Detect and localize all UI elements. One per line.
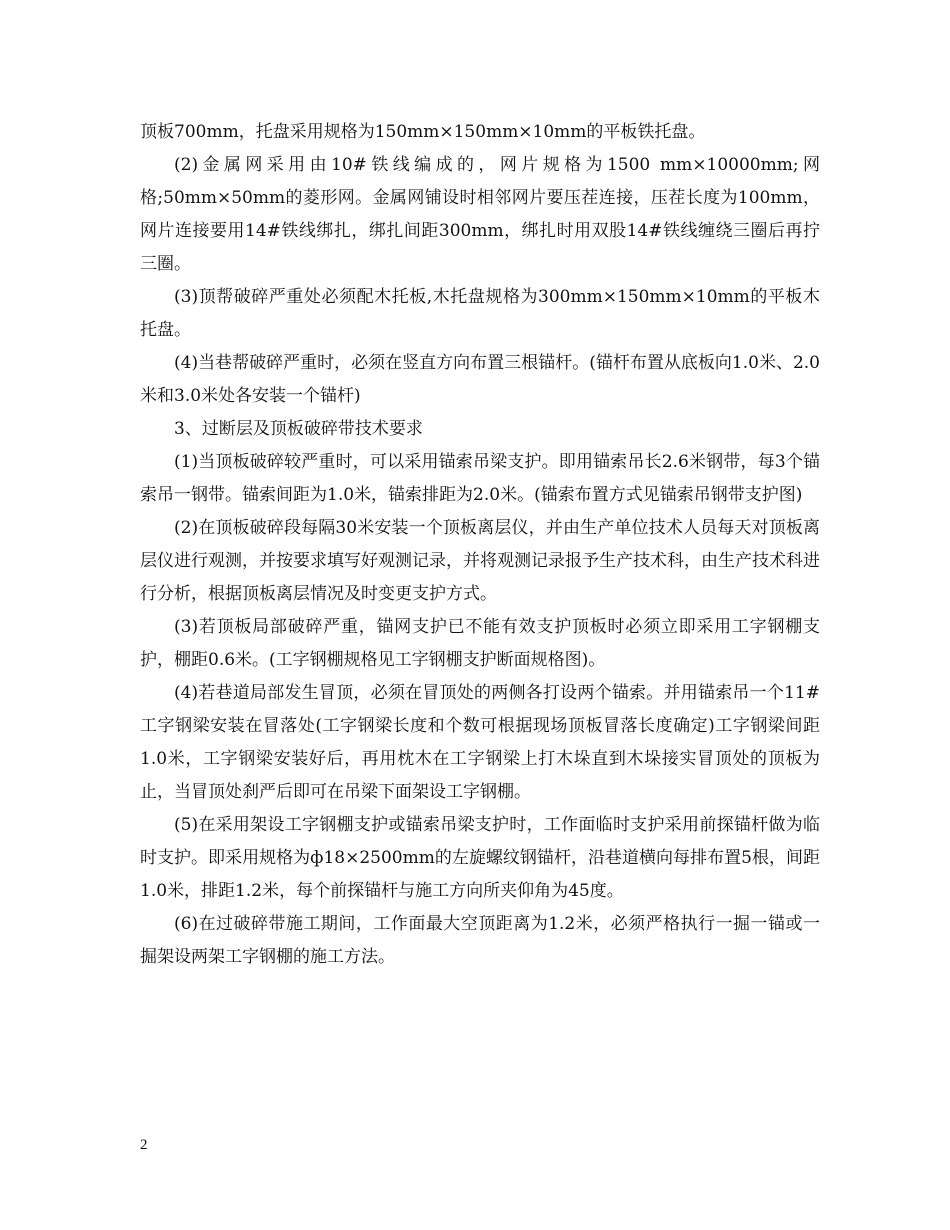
body-text	[140, 116, 820, 974]
paragraph-4: (4)当巷帮破碎严重时，必须在竖直方向布置三根锚杆。(锚杆布置从底板向1.0米、2.0米和3.0米处各安装一个锚杆)	[140, 353, 820, 406]
paragraph-2: (2)金属网采用由10#铁线编成的，网片规格为1500 mm×10000mm;网格;50mm×50mm的菱形网。金属网铺设时相邻网片要压茬连接，压茬长度为100mm，网片连接要用14#铁线绑扎，绑扎间距300mm，绑扎时用双股14#铁线缠绕三圈后再拧三圈。	[140, 155, 820, 274]
page-number: 2	[140, 1137, 148, 1153]
paragraph-8: (3)若顶板局部破碎严重，锚网支护已不能有效支护顶板时必须立即采用工字钢棚支护，棚距0.6米。(工字钢棚规格见工字钢棚支护断面规格图)。	[140, 617, 820, 670]
paragraph-6: (1)当顶板破碎较严重时，可以采用锚索吊梁支护。即用锚索吊长2.6米钢带，每3个锚索吊一钢带。锚索间距为1.0米，锚索排距为2.0米。(锚索布置方式见锚索吊钢带支护图)	[140, 452, 820, 505]
paragraph-1: 顶板700mm，托盘采用规格为150mm×150mm×10mm的平板铁托盘。	[140, 122, 706, 142]
paragraph-9: (4)若巷道局部发生冒顶，必须在冒顶处的两侧各打设两个锚索。并用锚索吊一个11#工字钢梁安装在冒落处(工字钢梁长度和个数可根据现场顶板冒落长度确定)工字钢梁间距1.0米，工字钢梁安装好后，再用枕木在工字钢梁上打木垛直到木垛接实冒顶处的顶板为止，当冒顶处刹严后即可在吊梁下面架设工字钢棚。	[140, 683, 820, 802]
section-heading: 3、过断层及顶板破碎带技术要求	[174, 419, 423, 439]
paragraph-10: (5)在采用架设工字钢棚支护或锚索吊梁支护时，工作面临时支护采用前探锚杆做为临时支护。即采用规格为ф18×2500mm的左旋螺纹钢锚杆，沿巷道横向每排布置5根，间距1.0米，排距1.2米，每个前探锚杆与施工方向所夹仰角为45度。	[140, 815, 820, 901]
paragraph-7: (2)在顶板破碎段每隔30米安装一个顶板离层仪，并由生产单位技术人员每天对顶板离层仪进行观测，并按要求填写好观测记录，并将观测记录报予生产技术科，由生产技术科进行分析，根据顶板离层情况及时变更支护方式。	[140, 518, 820, 604]
paragraph-3: (3)顶帮破碎严重处必须配木托板,木托盘规格为300mm×150mm×10mm的平板木托盘。	[140, 287, 820, 340]
paragraph-11: (6)在过破碎带施工期间，工作面最大空顶距离为1.2米，必须严格执行一掘一锚或一掘架设两架工字钢棚的施工方法。	[140, 914, 820, 967]
